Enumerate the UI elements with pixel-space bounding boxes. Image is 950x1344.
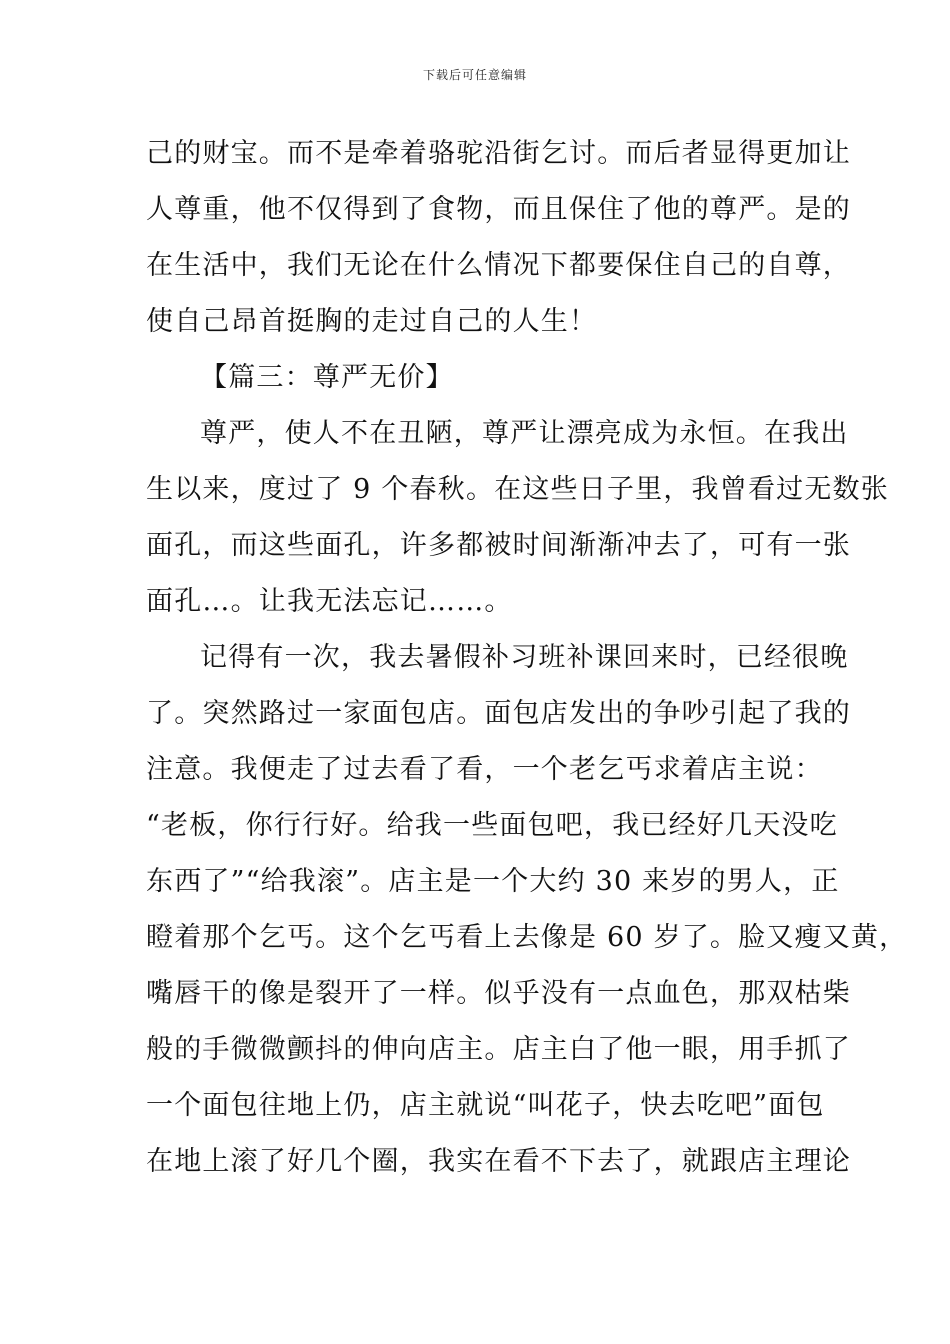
text-line: 了。突然路过一家面包店。面包店发出的争吵引起了我的	[146, 698, 851, 729]
page-header: 下载后可任意编辑	[422, 68, 527, 82]
text-line: 己的财宝。而不是牵着骆驼沿街乞讨。而后者显得更加让	[146, 138, 851, 169]
text-line: 嘴唇干的像是裂开了一样。似乎没有一点血色，那双枯柴	[146, 978, 851, 1009]
text-line: 记得有一次，我去暑假补习班补课回来时，已经很晚	[200, 642, 849, 673]
text-line: 生以来，度过了 9 个春秋。在这些日子里，我曾看过无数张	[146, 474, 889, 505]
text-line: 在生活中，我们无论在什么情况下都要保住自己的自尊，	[146, 250, 851, 281]
text-line: 面孔，而这些面孔，许多都被时间渐渐冲去了，可有一张	[146, 530, 851, 561]
text-line: 尊严，使人不在丑陋，尊严让漂亮成为永恒。在我出	[200, 418, 849, 449]
text-line: 人尊重，他不仅得到了食物，而且保住了他的尊严。是的	[146, 194, 851, 225]
text-line: 注意。我便走了过去看了看，一个老乞丐求着店主说：	[146, 754, 823, 785]
text-line: 瞪着那个乞丐。这个乞丐看上去像是 60 岁了。脸又瘦又黄，	[146, 922, 908, 953]
text-line: “老板，你行行好。给我一些面包吧，我已经好几天没吃	[146, 810, 838, 841]
text-line: 在地上滚了好几个圈，我实在看不下去了，就跟店主理论	[146, 1146, 851, 1177]
section-heading: 【篇三：尊严无价】	[200, 362, 454, 393]
document-body	[146, 126, 908, 1190]
text-line: 使自己昂首挺胸的走过自己的人生！	[146, 306, 598, 337]
text-line: 般的手微微颤抖的伸向店主。店主白了他一眼，用手抓了	[146, 1034, 851, 1065]
text-line: 东西了”“给我滚”。店主是一个大约 30 来岁的男人，正	[146, 866, 840, 897]
text-line: 一个面包往地上仍，店主就说“叫花子，快去吃吧”面包	[146, 1090, 825, 1121]
text-line: 面孔…。让我无法忘记……。	[146, 586, 513, 617]
